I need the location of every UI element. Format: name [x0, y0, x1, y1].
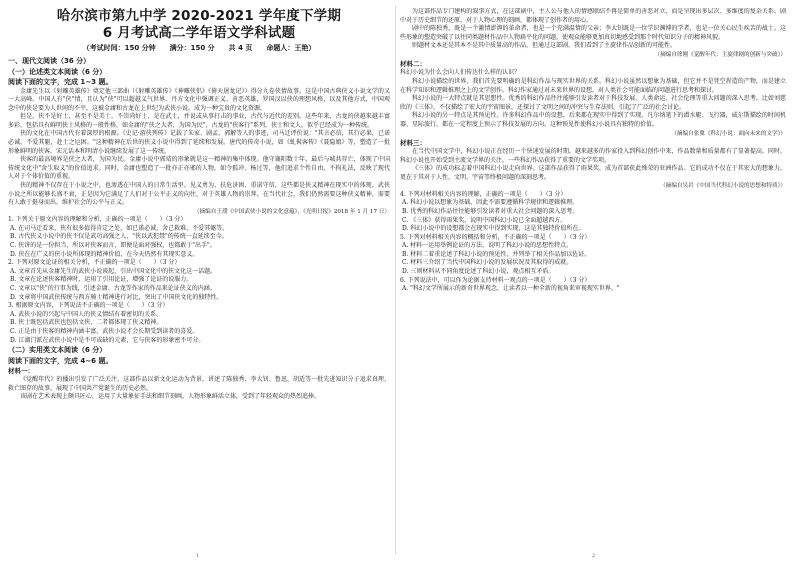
option: A. 科幻小说以想象为基础，因此不需要遵循科学规律和逻辑推理。: [402, 199, 579, 207]
option: C. 侠讲的是一份担当，所以对侠客而言，即便是面对强权，也都敢于"出手"。: [10, 242, 216, 249]
material-label: 材料一：: [8, 367, 34, 376]
page-number: 2: [592, 553, 596, 559]
option: B. 文章在论述侠客精神时，运用了引用论证，增强了论证的说服力。: [10, 276, 193, 284]
option: D. 三则材料从不同角度论述了科幻小说，观点相互矛盾。: [402, 268, 555, 276]
page-number: 1: [196, 553, 200, 559]
exam-title: 6 月考试高二学年语文学科试题: [102, 25, 296, 41]
section-heading: 一、现代文阅读（36 分）: [8, 57, 91, 65]
material-question: 科幻小说为什么会向人们传达什么样的认识？: [400, 69, 521, 77]
subsection-heading: （一）论述类文本阅读（6 分）: [8, 67, 107, 76]
question: 1. 下列关于原文内容的理解和分析，正确的一项是（ ）（3 分）: [8, 216, 187, 224]
material-paragraph: 科幻小说的一大特点就是其思想性。优秀的科幻作品往往能够引发读者对于科技发展、人类命运、社会伦理等重大问题的深入思考。比如刘慈欣的《三体》，不仅描绘了宏大的宇宙图景，还探讨了文明之间的冲突与生存法则，引起了广泛的社会讨论。: [400, 95, 786, 111]
option: A. 材料一运用举例论证的方法，说明了科幻小说的思想性特点。: [402, 242, 573, 250]
option: A. "科幻文学所展示的新奇世界观念，让读者以一种全新的视角来审视现实世界。": [402, 285, 620, 293]
passage-source: （摘编自王璞《中国武侠小说的文化意蕴》，《光明日报》2018 年 1 月 17 日）: [193, 208, 390, 215]
option: B. 优秀的科幻作品往往能够引发读者对重大社会问题的深入思考。: [402, 207, 579, 215]
option: A. 在司马迁看来，侠有很多值得肯定之处，如已诺必诚、舍己救难、不爱其躯等。: [10, 224, 229, 232]
material-paragraph: 在当代中国文学中，科幻小说正在经历一个快速发展的时期。越来越多的作家投入到科幻创作中来，作品数量和质量都有了显著提高。同时，科幻小说也开始受到主流文学界的关注，一些科幻作品获得了重要的文学奖项。: [400, 147, 786, 164]
question: 6. 下列说法中，可以作为论据支持材料一观点的一项是（ ）（3 分）: [400, 276, 591, 284]
question: 3. 根据原文内容，下列说法不正确的一项是（ ）（3 分）: [8, 302, 169, 310]
question: 4. 下列对材料相关内容的理解，正确的一项是（ ）（3 分）: [400, 190, 567, 198]
material-paragraph: 剧中的陈独秀，既是一个激情澎湃的革命者，也是一个充满温情的父亲；李大钊既是一位学识渊博的学者，也是一位关心民生疾苦的战士。这些形象的塑造突破了以往同类题材作品中人物扁平化的问题，使观众能够更加真切地感受到那个时代知识分子的精神风貌。: [400, 25, 786, 41]
exam-meta: （考试时间：150 分钟 满分：150 分 共 4 页 命题人：王艳）: [82, 44, 316, 52]
material-paragraph: 《觉醒年代》的播出引发了广泛关注，这部作品以新文化运动为背景，讲述了陈独秀、李大钊、鲁迅、胡适等一批先进知识分子追求真理、救亡图存的故事，展现了中国共产党诞生的历史必然。: [8, 376, 390, 392]
school-title: 哈尔滨市第九中学 2020-2021 学年度下学期: [56, 8, 342, 24]
option: B. 古代侠义小说中的侠不仅是武功高强之人，"侠以武犯禁"的传统一直延续至今。: [10, 233, 228, 241]
column-divider: [395, 6, 396, 554]
instruction: 阅读下面的文字，完成 1~3 题。: [8, 78, 113, 86]
option: A. 武侠小说的兴起与中国人的侠义情结有着密切的关系。: [10, 310, 163, 318]
subsection-heading: （二）实用类文本阅读（6 分）: [8, 346, 107, 355]
material-paragraph: 科幻小说的另一特点是其预见性。许多科幻作品中的设想，后来都在现实中得到了实现。凡尔纳笔下的潜水艇、飞行器，威尔斯描绘的时间机器、星际旅行，都在一定程度上预示了科技发展的方向。这种预见性使科幻小说具有独特的价值。: [400, 112, 786, 128]
option: D. 侠在在广义的侠小说所体现的精神价值，在今天仍然有其现实意义。: [10, 250, 199, 258]
option: C. 正是由于侠客的精神内涵丰富，武侠小说才会长期受到读者的喜爱。: [10, 327, 199, 335]
material-paragraph: 为这部作品专门建构的叙事方式，在这部剧中，主人公与他人的情感联结不再是简单的善恶对立，而是呈现出多层次、多维度的复杂关系。剧中对于历史细节的还原，对于人物心理的刻画，都体现了创作者的用心。: [400, 8, 786, 24]
material-label: 材料三：: [400, 138, 426, 147]
option: C. 《三体》获得雨果奖，说明中国科幻小说已全面超越西方。: [402, 216, 567, 224]
passage-paragraph: 侠的文化在中国古代有着深厚的根源。《史记·游侠列传》记载了朱家、剧孟、郭解等人的事迹，司马迁评价说："其言必信，其行必果，已诺必诚，不爱其躯，赴士之厄困。"这种精神在后世的侠义小说中得到了延续和发展。唐代的传奇小说，如《虬髯客传》《聂隐娘》等，塑造了一批形象鲜明的侠客，宋元话本和明清小说继续发展了这一传统。: [8, 130, 390, 155]
material-paragraph: 科幻小说描绘的世界，我们首先要明确的是科幻作品与现实世界的关系。科幻小说虽然以想象为基础，但它并不是凭空捏造的产物，而是建立在科学知识和逻辑推理之上的文学创作。科幻作家通过对未来世界的设想，对人类社会可能面临的问题进行思考和探讨。: [400, 77, 786, 94]
material-source: （摘编自张冀《科幻小说：面向未来的文学》）: [671, 130, 786, 137]
question: 5. 下列对材料相关内容的概括和分析，不正确的一项是（ ）（3 分）: [400, 233, 591, 241]
question: 2. 下列对原文论证的相关分析，不正确的一项是（ ）（3 分）: [8, 259, 181, 267]
option: B. 材料二着重论述了科幻小说的预见性，并列举了相关作品加以佐证。: [402, 250, 591, 258]
option: C. 材料三介绍了当代中国科幻小说的发展状况及其取得的成就。: [402, 259, 573, 267]
passage-paragraph: 但是，侠不是好士，甚至不是美士。不崇尚好士，是在武士，并说或从事打击的事业，古代与近代的差别。这些年来，古龙的侠越来越丰富多彩，包括具有鲜明侠士风格的一般性格，如金庸的"侠之大者，为国为民"，古龙的"侠客行"系列，侠士和文人，似乎已经成为一种传统。: [8, 113, 390, 129]
left-column: [8, 8, 390, 551]
option: A. 文章首先从金庸先生的武侠小说谈起，引出中国文化中的侠文化这一话题。: [10, 267, 217, 275]
passage-paragraph: 侠的精神不仅存在于小说之中，也渗透在中国人的日常生活里。见义勇为、扶危济困、重诺守信，这些都是侠义精神在现实中的体现。武侠小说之所以能够长盛不衰，正是因为它满足了人们对于公平正义的向往，对于英雄人物的崇拜。在当代社会，我们仍然需要这种侠义精神，需要有人敢于挺身而出，维护社会的公平与正义。: [8, 182, 390, 207]
option: C. 文章以"侠"的行事为线，引述金庸、古龙等作家的作品来论证侠义的内涵。: [10, 284, 216, 292]
material-paragraph: 《三体》的成功标志着中国科幻小说走向世界。这部作品获得了雨果奖，成为首部获此殊荣的亚洲作品。它的成功不仅在于其宏大的想象力，更在于其对于人性、文明、宇宙等终极问题的深刻思考。: [400, 165, 786, 181]
option: B. 侠士既包括武侠也包括文侠，二者都体现了侠义精神。: [10, 319, 163, 327]
right-column: [400, 8, 786, 551]
material-source: （摘编自徐刚《觉醒年代：主旋律剧的创新与突破》）: [654, 51, 786, 58]
material-source: （摘编自吴岩《中国当代科幻小说的思想和特质》）: [660, 183, 786, 190]
option: D. 文章将中国武侠传统与西方骑士精神进行对比，突出了中国侠文化的独特性。: [10, 293, 223, 301]
material-paragraph: 该剧在艺术表现上颇具匠心，运用了大量象征手法和细节刻画，人物形象鲜活立体，受到了年轻观众的热烈追捧。: [20, 393, 321, 401]
option: D. 江湖门派在武侠小说中是不可或缺的元素，它与侠客的形象密不可分。: [10, 336, 205, 344]
passage-paragraph: 金庸先生以《射雕英雄传》奠定他三部曲（《射雕英雄传》《神雕侠侣》《倚天屠龙记》）得分九卷侠情故事。这是中国古典侠义小说文学的又一大高峰。中国人有"侠"情，且认为"侠"可以超越义气世界。丹方文化中强调正义、善恶英雄，罗国汉以侠的理想风格，以及其他方式，中国观念中的侠是要为人世间的不平，这被金庸和古龙在上世纪为武侠小说，成为一种宝贵的文化资源。: [8, 87, 390, 112]
option: D. 科幻小说中的设想都会在现实中得到实现，这是其独特价值所在。: [402, 225, 585, 233]
instruction: 阅读下面的文字，完成 4~6 题。: [8, 356, 113, 365]
material-label: 材料二：: [400, 60, 426, 69]
passage-paragraph: 侠客的最高境界是侠之大者，为国为民。金庸小说中郭靖的形象就是这一精神的集中体现。他守襄阳数十年，最后与城共存亡，体现了中国传统文化中"舍生取义"的价值追求。同时，金庸也塑造了一批亦正亦邪的人物，如令狐冲、杨过等，他们追求个性自由，不拘礼法，反映了现代人对于个体价值的重视。: [8, 156, 390, 181]
material-paragraph: 则题材文本还是其本不是其中质量高的作品，但通过这部剧，我们看到了主旋律作品创新的可能性。: [412, 42, 677, 50]
